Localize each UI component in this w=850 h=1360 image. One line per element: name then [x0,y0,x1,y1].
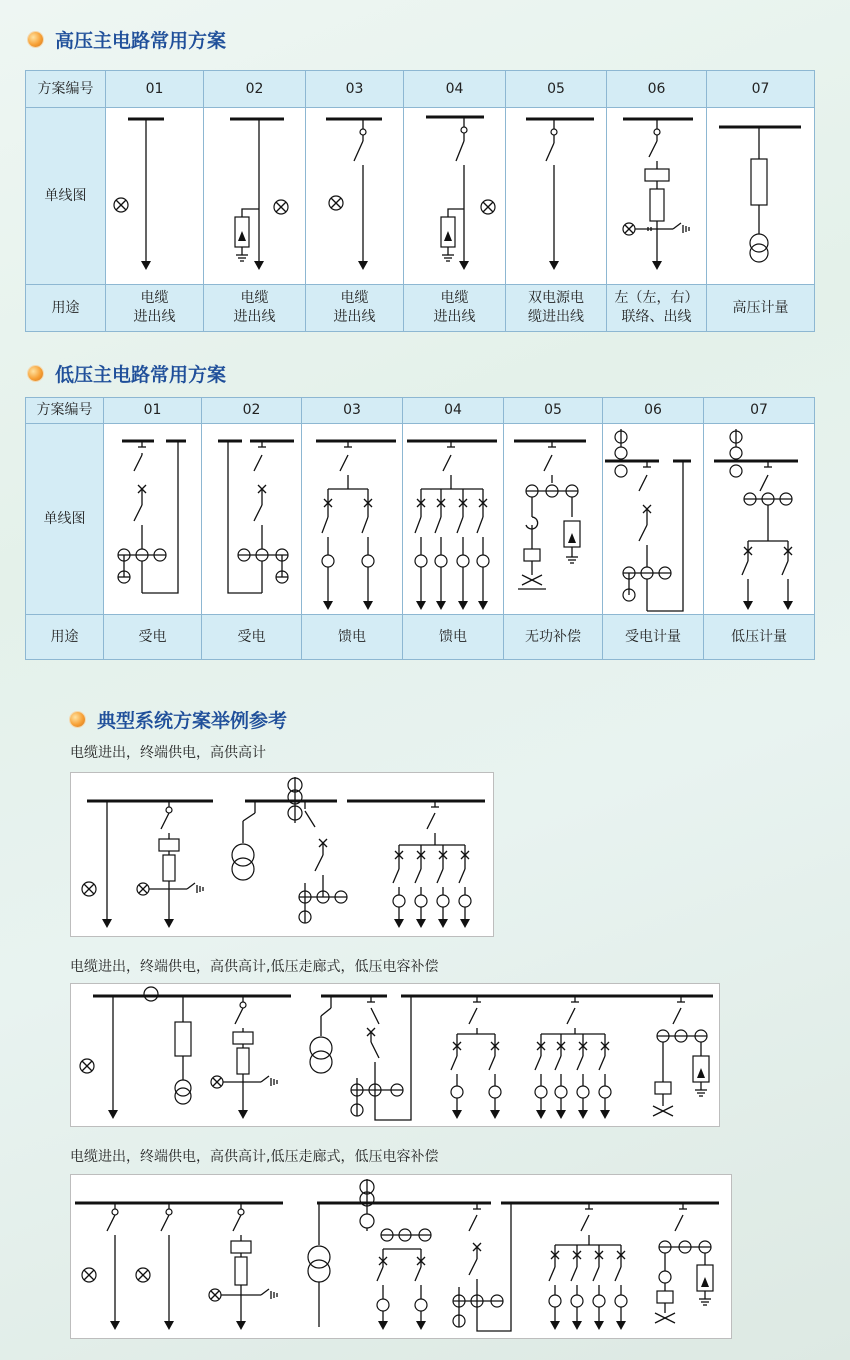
lv-diagram-06 [603,424,704,615]
hv-usage-line: 进出线 [333,309,376,325]
lv-number-row [26,398,815,424]
lv-usage-cell: 馈电 [403,615,504,660]
hv-scheme-table [25,70,815,332]
lv-diagram-label: 单线图 [26,424,104,615]
lv-header-label: 方案编号 [26,398,104,424]
example-caption-2: 电缆进出，终端供电，高供高计,低压走廊式，低压电容补偿 [70,959,439,975]
hv-usage-line: 进出线 [233,309,276,325]
hv-scheme-number: 06 [607,71,707,108]
example-diagram-2 [70,983,720,1127]
lv-usage-cell: 受电 [104,615,202,660]
hv-usage-cell [204,285,306,332]
lv-usage-row [26,615,815,660]
lv-usage-cell: 馈电 [302,615,403,660]
hv-usage-line: 电缆 [140,290,169,306]
example-diagram-3 [70,1174,732,1339]
lv-scheme-number: 02 [202,398,302,424]
hv-usage-line: 缆进出线 [528,309,584,325]
hv-scheme-number: 03 [306,71,404,108]
lv-usage-cell: 无功补偿 [504,615,603,660]
hv-scheme-number: 07 [707,71,815,108]
hv-usage-line: 双电源电 [528,290,584,306]
typical-section-heading [70,706,287,733]
hv-diagram-04 [404,108,506,285]
hv-usage-line: 左（左，右） [614,290,699,306]
hv-usage-cell [404,285,506,332]
orange-bullet-icon [70,712,85,727]
lv-diagram-01 [104,424,202,615]
lv-diagram-04 [403,424,504,615]
hv-section-title: 高压主电路常用方案 [55,30,227,52]
hv-diagram-03 [306,108,404,285]
lv-scheme-number: 07 [704,398,815,424]
hv-usage-line: 电缆 [240,290,269,306]
hv-usage-cell [306,285,404,332]
lv-scheme-number: 06 [603,398,704,424]
orange-bullet-icon [28,366,43,381]
hv-diagram-02 [204,108,306,285]
hv-scheme-number: 01 [106,71,204,108]
hv-number-row [26,71,815,108]
hv-usage-line: 电缆 [440,290,469,306]
lv-diagram-03 [302,424,403,615]
lv-scheme-number: 01 [104,398,202,424]
hv-usage-label: 用途 [26,285,106,332]
hv-diagram-06 [607,108,707,285]
typical-section-title: 典型系统方案举例参考 [97,710,288,732]
lv-usage-cell: 受电 [202,615,302,660]
lv-scheme-table [25,397,815,660]
lv-diagram-05 [504,424,603,615]
hv-usage-line: 进出线 [133,309,176,325]
example-diagram-1 [70,772,494,937]
example-caption-1: 电缆进出，终端供电，高供高计 [70,745,266,761]
lv-diagram-row [26,424,815,615]
hv-scheme-number: 05 [506,71,607,108]
lv-scheme-number: 03 [302,398,403,424]
hv-usage-line: 联络、出线 [621,309,692,325]
lv-usage-label: 用途 [26,615,104,660]
hv-diagram-07 [707,108,815,285]
lv-section-title: 低压主电路常用方案 [55,364,227,386]
hv-usage-cell [506,285,607,332]
hv-usage-cell [607,285,707,332]
lv-scheme-number: 05 [504,398,603,424]
lv-diagram-02 [202,424,302,615]
hv-header-label: 方案编号 [26,71,106,108]
orange-bullet-icon [28,32,43,47]
lv-usage-cell: 受电计量 [603,615,704,660]
hv-scheme-number: 04 [404,71,506,108]
lv-scheme-number: 04 [403,398,504,424]
hv-diagram-05 [506,108,607,285]
hv-section-heading [28,26,226,53]
hv-usage-row [26,285,815,332]
lv-diagram-07 [704,424,815,615]
hv-usage-line: 高压计量 [732,299,789,316]
lv-usage-cell: 低压计量 [704,615,815,660]
hv-usage-line: 进出线 [433,309,476,325]
lv-section-heading [28,360,226,387]
hv-diagram-label: 单线图 [26,108,106,285]
example-caption-3: 电缆进出，终端供电，高供高计,低压走廊式，低压电容补偿 [70,1149,439,1165]
hv-diagram-row [26,108,815,285]
hv-scheme-number: 02 [204,71,306,108]
hv-diagram-01 [106,108,204,285]
hv-usage-line: 电缆 [340,290,369,306]
hv-usage-cell [707,285,815,332]
hv-usage-cell [106,285,204,332]
